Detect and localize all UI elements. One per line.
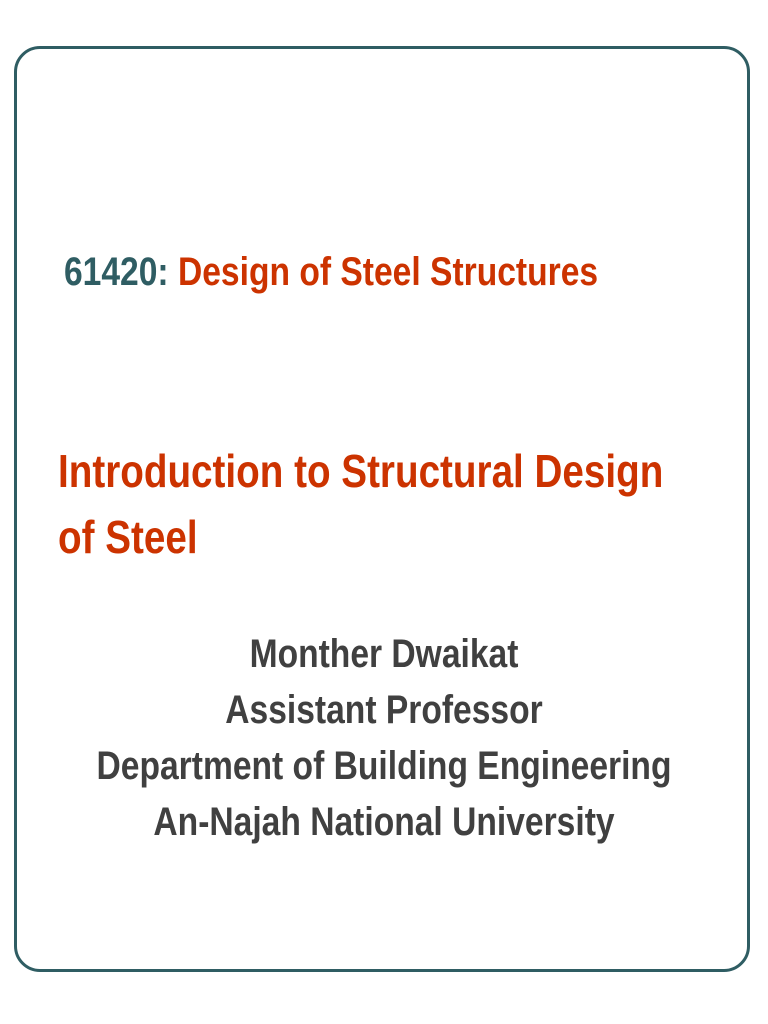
lecture-title-line-1: Introduction to Structural Design: [58, 445, 664, 497]
presenter-name: Monther Dwaikat: [249, 632, 519, 676]
presenter-university: An-Najah National University: [153, 800, 615, 844]
presenter-position: Assistant Professor: [225, 688, 543, 732]
course-code: 61420:: [64, 250, 169, 294]
lecture-title-line-2: of Steel: [58, 511, 198, 563]
course-name: Design of Steel Structures: [177, 250, 599, 294]
presenter-block: [0, 626, 768, 850]
course-heading: [64, 244, 635, 300]
presenter-department: Department of Building Engineering: [96, 744, 672, 788]
lecture-title: [58, 438, 713, 570]
